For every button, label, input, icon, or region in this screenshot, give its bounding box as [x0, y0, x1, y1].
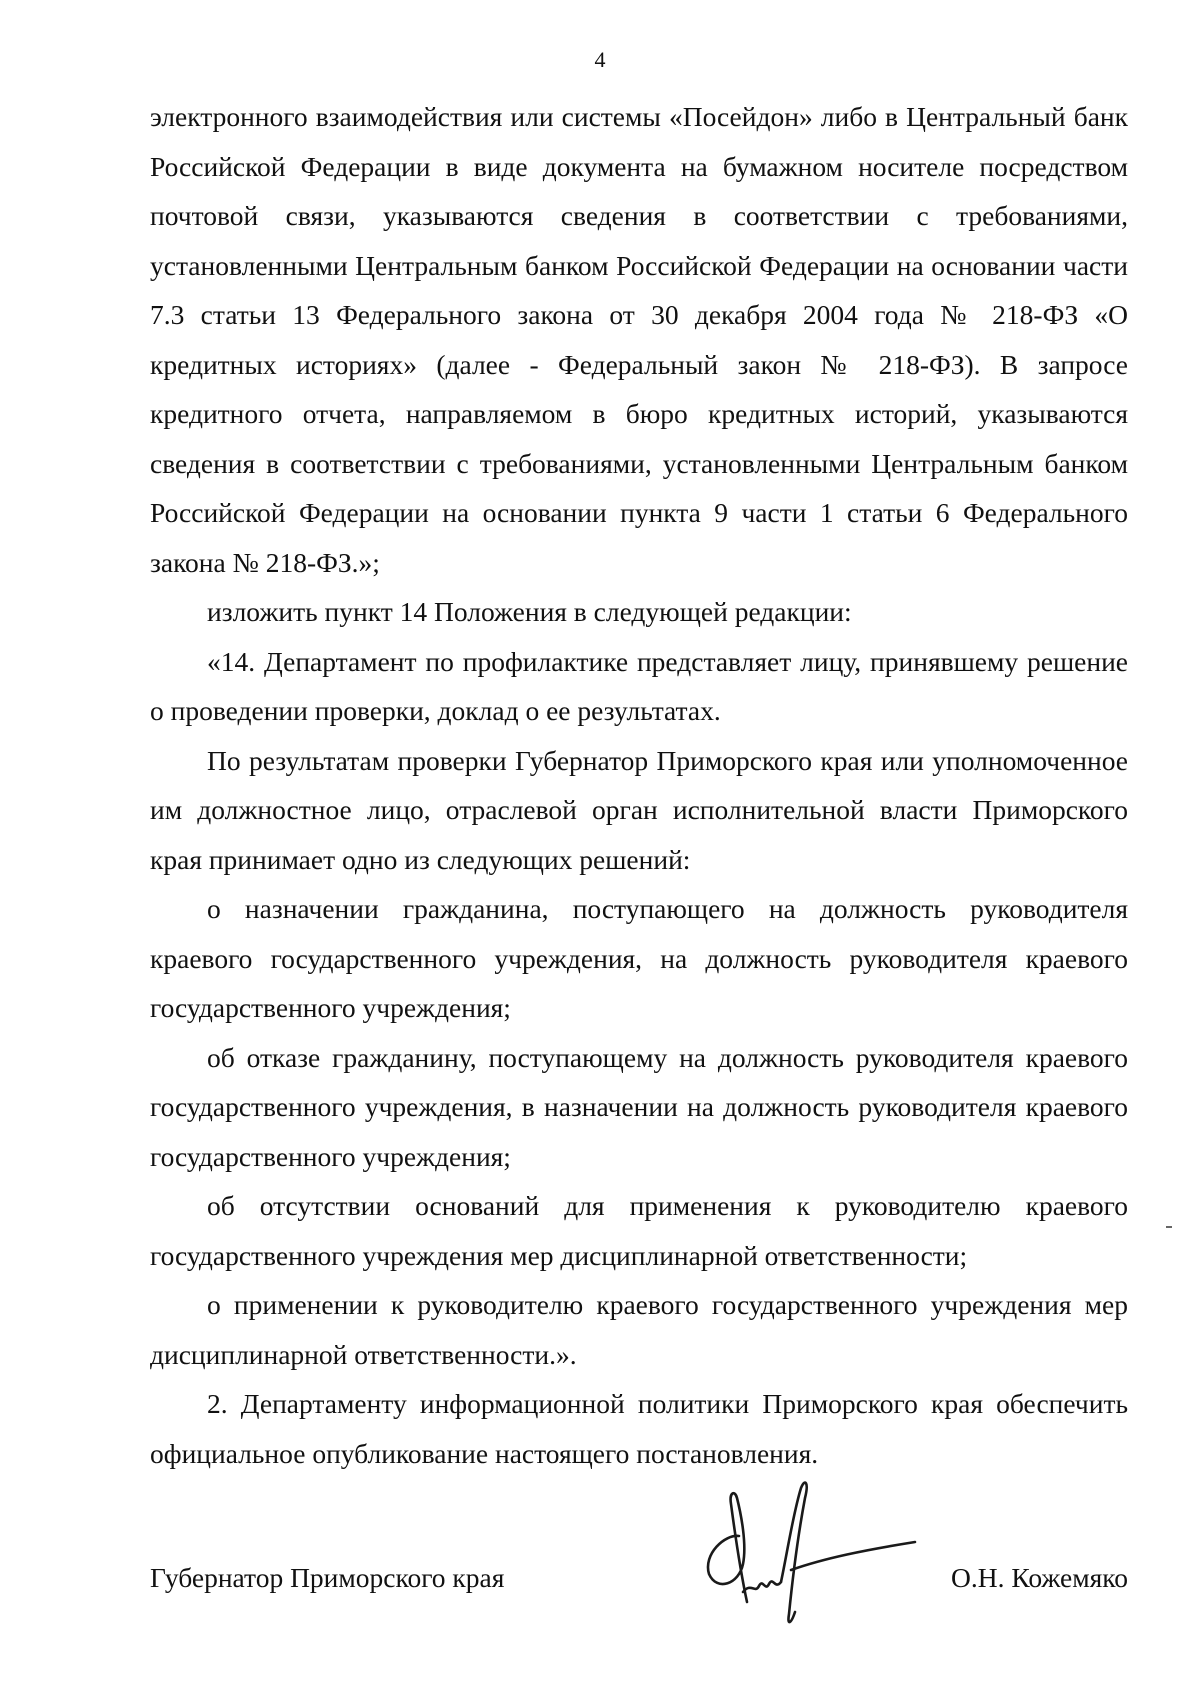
paragraph-option-apply-measures: о применении к руководителю краевого государственного учреждения мер дисциплинарной ответственности.».	[150, 1289, 1128, 1370]
page-number: 4	[594, 47, 606, 72]
paragraph-publication: 2. Департаменту информационной политики Приморского края обеспечить официальное опубликование настоящего постановления.	[150, 1388, 1128, 1469]
document-body	[150, 92, 1128, 1478]
paragraph-option-refuse: об отказе гражданину, поступающему на должность руководителя краевого государственного учреждения, в назначении на должность руководителя краевого государственного учреждения;	[150, 1041, 1128, 1172]
paragraph-decision-options: По результатам проверки Губернатор Приморского края или уполномоченное им должностное лицо, отраслевой орган исполнительной власти Приморского края принимает одно из следующих решений:	[150, 744, 1128, 875]
signatory-name: О.Н. Кожемяко	[951, 1562, 1128, 1593]
paragraph-item-14: «14. Департамент по профилактике представляет лицу, принявшему решение о проведении проверки, доклад о ее результатах.	[150, 645, 1128, 726]
paragraph-option-appoint: о назначении гражданина, поступающего на должность руководителя краевого государственного учреждения, на должность руководителя краевого государственного учреждения;	[150, 893, 1128, 1023]
scan-margin-mark	[1166, 1226, 1172, 1228]
handwritten-signature	[695, 1474, 925, 1634]
paragraph-amendment-intro: изложить пункт 14 Положения в следующей редакции:	[207, 596, 852, 627]
paragraph-option-no-grounds: об отсутствии оснований для применения к руководителю краевого государственного учреждения мер дисциплинарной ответственности;	[150, 1190, 1128, 1271]
paragraph-continuation: электронного взаимодействия или системы «Посейдон» либо в Центральный банк Российской Федерации в виде документа на бумажном носителе посредством почтовой связи, указываются сведения в соответствии с требованиями, установленными Центральным банком Российской Федерации на основании части 7.3 статьи 13 Федерального закона от 30 декабря 2004 года № 218-ФЗ «О кредитных историях» (далее - Федеральный закон № 218-ФЗ). В запросе кредитного отчета, направляемом в бюро кредитных историй, указываются сведения в соответствии с требованиями, установленными Центральным банком Российской Федерации на основании пункта 9 части 1 статьи 6 Федерального закона № 218-ФЗ.»;	[150, 101, 1128, 578]
signature-block	[150, 1474, 1128, 1654]
signatory-position: Губернатор Приморского края	[150, 1562, 505, 1593]
